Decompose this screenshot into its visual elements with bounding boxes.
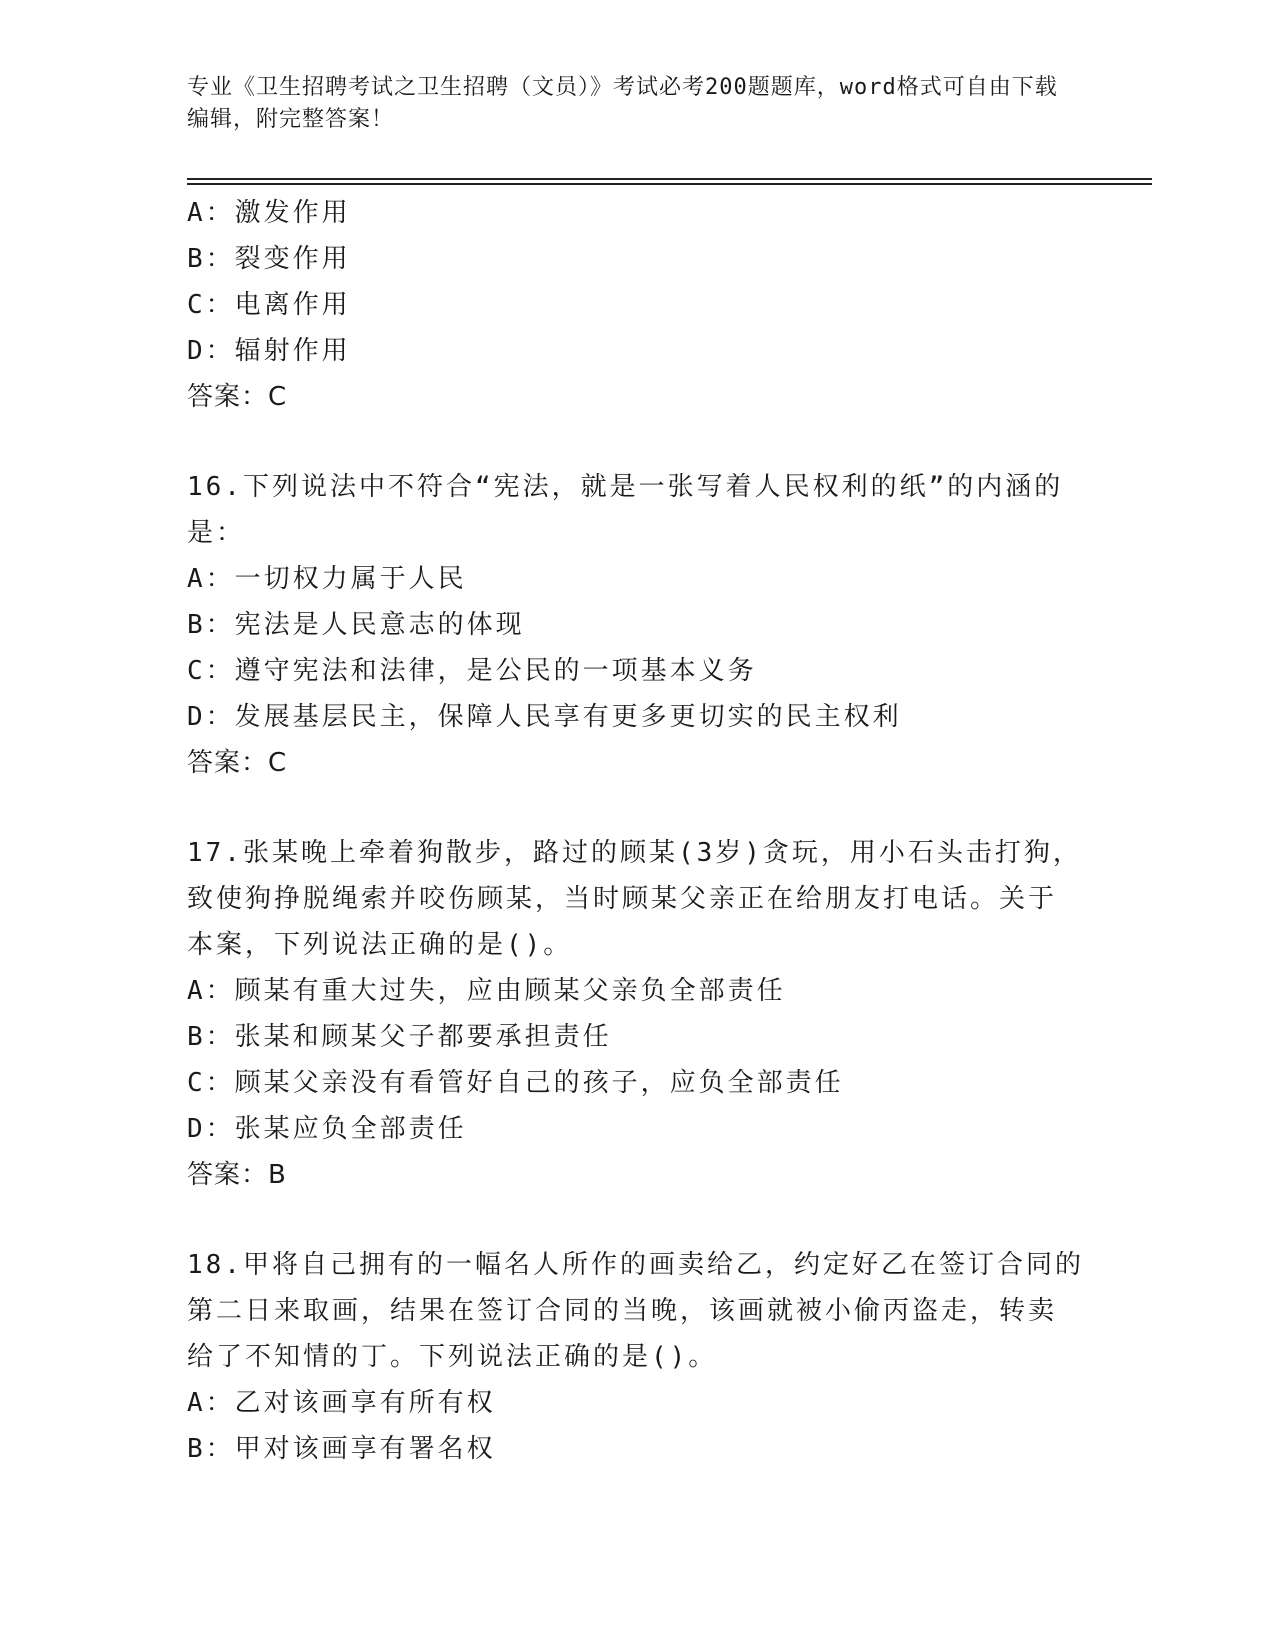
answer-label: 答案：B xyxy=(187,1160,287,1190)
header-divider-top xyxy=(187,178,1152,180)
question-stem: 18.甲将自己拥有的一幅名人所作的画卖给乙，约定好乙在签订合同的 xyxy=(187,1250,1084,1280)
spacer xyxy=(187,420,1087,464)
option-c: C：遵守宪法和法律，是公民的一项基本义务 xyxy=(187,656,757,686)
option-a: A：激发作用 xyxy=(187,198,351,228)
option-c: C：顾某父亲没有看管好自己的孩子，应负全部责任 xyxy=(187,1068,844,1098)
question-stem: 给了不知情的丁。下列说法正确的是()。 xyxy=(187,1342,718,1372)
option-b: B：宪法是人民意志的体现 xyxy=(187,610,525,640)
question-17 xyxy=(187,830,1087,1198)
option-a: A：顾某有重大过失，应由顾某父亲负全部责任 xyxy=(187,976,786,1006)
spacer xyxy=(187,1198,1087,1242)
answer-label: 答案：C xyxy=(187,382,288,412)
spacer xyxy=(187,786,1087,830)
question-stem: 17.张某晚上牵着狗散步，路过的顾某(3岁)贪玩，用小石头击打狗， xyxy=(187,838,1082,868)
answer-label: 答案：C xyxy=(187,748,288,778)
option-b: B：裂变作用 xyxy=(187,244,351,274)
document-header: 专业《卫生招聘考试之卫生招聘（文员）》考试必考200题题库，word格式可自由下载编辑，附完整答案！ xyxy=(187,75,1058,132)
question-stem: 是： xyxy=(187,518,246,548)
option-a: A：乙对该画享有所有权 xyxy=(187,1388,496,1418)
question-stem: 本案，下列说法正确的是()。 xyxy=(187,930,573,960)
option-d: D：发展基层民主，保障人民享有更多更切实的民主权利 xyxy=(187,702,902,732)
question-16 xyxy=(187,464,1087,786)
question-18 xyxy=(187,1242,1087,1472)
option-b: B：张某和顾某父子都要承担责任 xyxy=(187,1022,612,1052)
option-a: A：一切权力属于人民 xyxy=(187,564,467,594)
question-stem: 第二日来取画，结果在签订合同的当晚，该画就被小偷丙盗走，转卖 xyxy=(187,1296,1058,1326)
question-list xyxy=(187,190,1087,1472)
question-stem: 16.下列说法中不符合“宪法，就是一张写着人民权利的纸”的内涵的 xyxy=(187,472,1064,502)
option-b: B：甲对该画享有署名权 xyxy=(187,1434,496,1464)
header-divider-bottom xyxy=(187,183,1152,185)
option-d: D：辐射作用 xyxy=(187,336,351,366)
option-c: C：电离作用 xyxy=(187,290,351,320)
question-15 xyxy=(187,190,1087,420)
option-d: D：张某应负全部责任 xyxy=(187,1114,467,1144)
question-stem: 致使狗挣脱绳索并咬伤顾某，当时顾某父亲正在给朋友打电话。关于 xyxy=(187,884,1058,914)
